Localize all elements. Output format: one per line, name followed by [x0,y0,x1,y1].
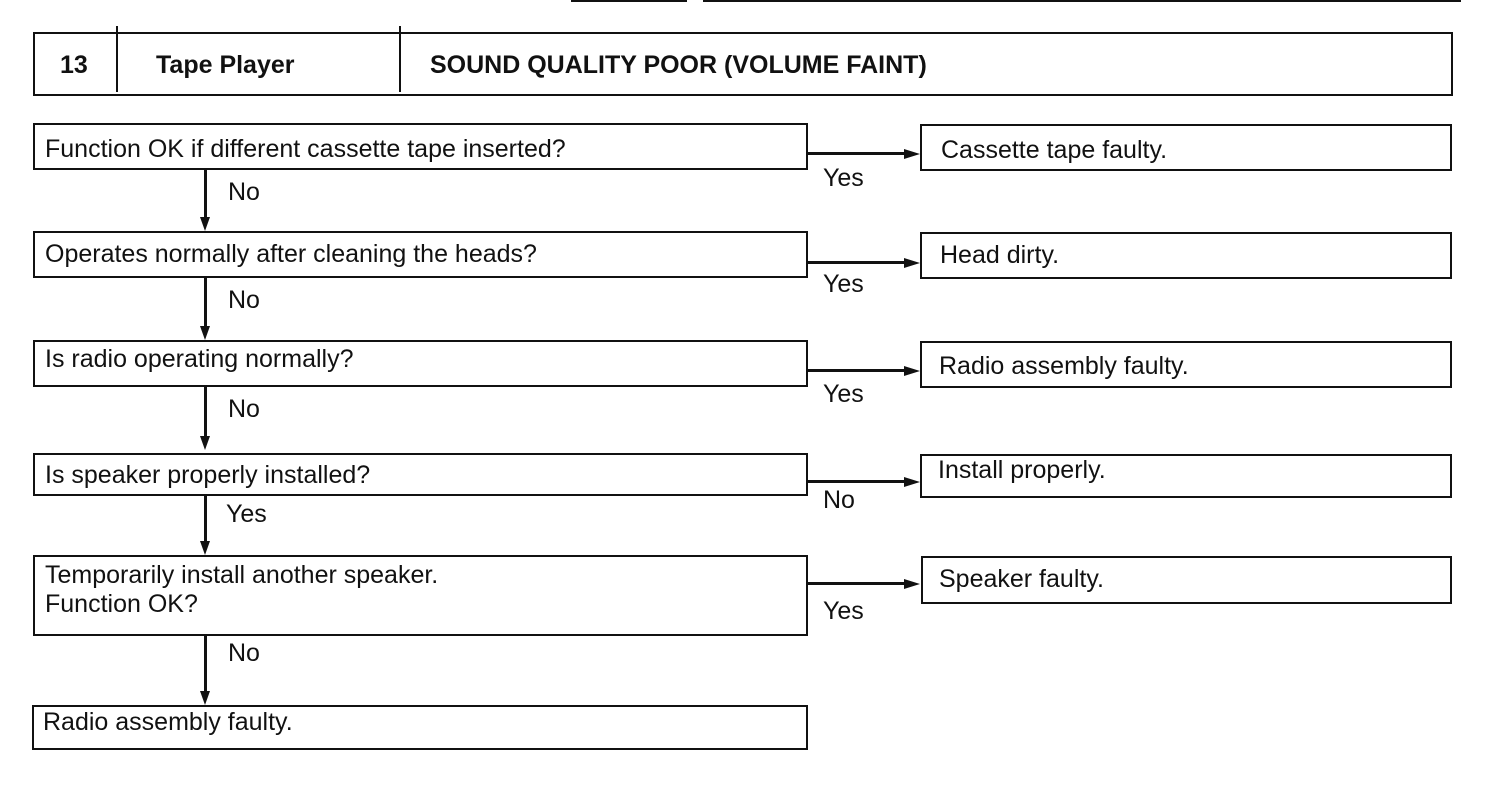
result-text-5: Speaker faulty. [939,565,1104,593]
down-arrowhead-4 [200,541,210,555]
yes-connector-2 [808,261,908,264]
yes-connector-5 [808,582,908,585]
yes-connector-1 [808,152,908,155]
down-label-4: Yes [226,500,267,528]
down-arrowhead-5 [200,691,210,705]
yes-arrowhead-2 [904,258,920,268]
no-arrowhead-4 [904,477,920,487]
down-connector-3 [204,387,207,437]
down-arrowhead-3 [200,436,210,450]
down-label-3: No [228,395,260,423]
question-text-4: Is speaker properly installed? [45,461,371,489]
header-system: Tape Player [156,51,295,79]
branch-label-1: Yes [823,164,864,192]
top-rule-right [703,0,1461,2]
header-symptom: SOUND QUALITY POOR (VOLUME FAINT) [430,51,927,79]
branch-label-2: Yes [823,270,864,298]
question-text-5: Temporarily install another speaker. Function OK? [45,561,439,618]
branch-label-3: Yes [823,380,864,408]
yes-arrowhead-1 [904,149,920,159]
down-label-5: No [228,639,260,667]
header-divider-1 [116,26,118,92]
result-text-4: Install properly. [938,456,1106,484]
question-text-2: Operates normally after cleaning the heads? [45,240,537,268]
yes-arrowhead-3 [904,366,920,376]
final-result-text: Radio assembly faulty. [43,708,293,736]
down-connector-2 [204,278,207,327]
question-text-1: Function OK if different cassette tape inserted? [45,135,566,163]
top-rule-left [571,0,687,2]
result-text-1: Cassette tape faulty. [941,136,1168,164]
result-text-3: Radio assembly faulty. [939,352,1189,380]
down-connector-5 [204,636,207,692]
result-text-2: Head dirty. [940,241,1060,269]
yes-arrowhead-5 [904,579,920,589]
down-label-2: No [228,286,260,314]
branch-label-5: Yes [823,597,864,625]
down-arrowhead-2 [200,326,210,340]
header-divider-2 [399,26,401,92]
header-number: 13 [60,51,88,79]
yes-connector-3 [808,369,908,372]
down-connector-4 [204,496,207,542]
branch-label-4: No [823,486,855,514]
down-arrowhead-1 [200,217,210,231]
question-text-3: Is radio operating normally? [45,345,354,373]
no-connector-4 [808,480,908,483]
down-label-1: No [228,178,260,206]
down-connector-1 [204,170,207,218]
